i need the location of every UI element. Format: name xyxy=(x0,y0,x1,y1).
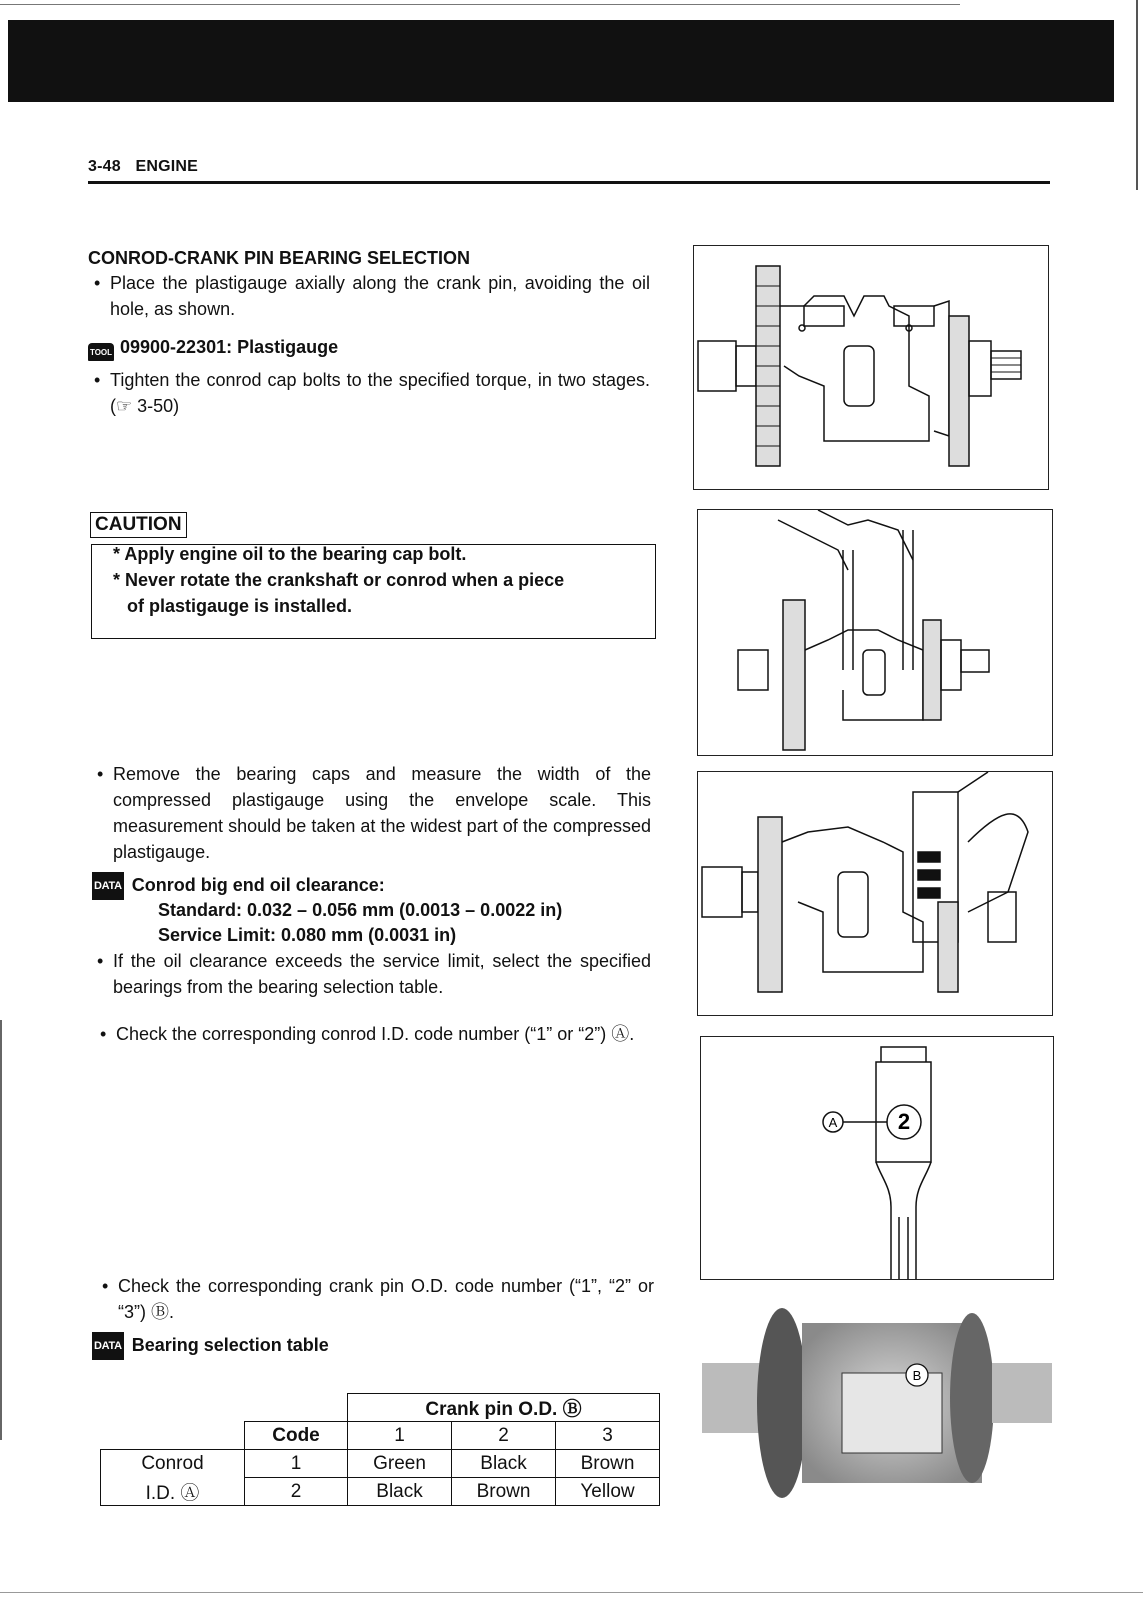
tool-number: 09900-22301: xyxy=(120,337,233,357)
page-edge xyxy=(1136,0,1138,190)
crank-code-3: 3 xyxy=(556,1422,660,1450)
figure-measuring xyxy=(697,771,1053,1016)
data-badge-icon: DATA xyxy=(92,872,124,900)
row-label-id: I.D. Ⓐ xyxy=(101,1478,245,1506)
conrod-code-label: 2 xyxy=(897,1109,911,1134)
figure-tightening-bolts xyxy=(697,509,1053,756)
running-header xyxy=(88,158,198,176)
header-banner xyxy=(8,20,1114,102)
table-row: Conrod 1 Green Black Brown xyxy=(101,1450,660,1478)
figure-crankpin-photo xyxy=(702,1303,1054,1518)
bottom-edge-line xyxy=(0,1592,1143,1593)
conrod-illustration xyxy=(701,1037,1053,1279)
bearing-selection-table xyxy=(100,1393,660,1506)
oil-clearance-limit: Service Limit: 0.080 mm (0.0031 in) xyxy=(158,925,457,945)
tool-icon: TOOL xyxy=(88,343,114,361)
bullet-crankpin-code: • Check the corresponding crank pin O.D. code number (“1”, “2” or “3”) Ⓑ. xyxy=(118,1273,654,1325)
crankpin-photo-illustration xyxy=(702,1303,1054,1518)
bullet-plastigauge: • Place the plastigauge axially along the crank pin, avoiding the oil hole, as shown. xyxy=(110,270,650,322)
bullet-conrod-code: • Check the corresponding conrod I.D. code number (“1” or “2”) Ⓐ. xyxy=(116,1021,656,1047)
bullet-exceeds: • If the oil clearance exceeds the service limit, select the specified bearings from the bearing selection table. xyxy=(113,948,651,1000)
label-a-marker: A xyxy=(828,1115,838,1130)
top-edge-line xyxy=(0,4,960,5)
tool-name: Plastigauge xyxy=(237,337,339,357)
figure-crankshaft-plastigauge xyxy=(693,245,1049,490)
crankshaft-illustration xyxy=(694,246,1048,489)
crank-code-2: 2 xyxy=(452,1422,556,1450)
label-b-marker: B xyxy=(912,1368,922,1383)
tool-line xyxy=(88,334,338,361)
crank-pin-header: Crank pin O.D. Ⓑ xyxy=(348,1394,660,1422)
caution-line-3: of plastigauge is installed. xyxy=(127,596,353,616)
page-number: 3-48 xyxy=(88,158,121,175)
data-badge-icon: DATA xyxy=(92,1332,124,1360)
caution-line-1: * Apply engine oil to the bearing cap bolt. xyxy=(113,544,467,564)
measuring-illustration xyxy=(698,772,1052,1015)
tightening-illustration xyxy=(698,510,1052,755)
caution-label: CAUTION xyxy=(90,512,187,538)
code-header: Code xyxy=(245,1422,348,1450)
bullet-tighten: • Tighten the conrod cap bolts to the specified torque, in two stages. (☞ 3-50) xyxy=(110,367,650,419)
page-edge-left xyxy=(0,1020,2,1440)
crank-code-1: 1 xyxy=(348,1422,452,1450)
section-title: CONROD-CRANK PIN BEARING SELECTION xyxy=(88,248,471,268)
oil-clearance-title: DATA Conrod big end oil clearance: xyxy=(92,872,385,900)
oil-clearance-standard: Standard: 0.032 – 0.056 mm (0.0013 – 0.0022 in) xyxy=(158,900,563,920)
figure-conrod-code xyxy=(700,1036,1054,1280)
table-row: I.D. Ⓐ 2 Black Brown Yellow xyxy=(101,1478,660,1506)
header-rule xyxy=(88,181,1050,184)
bullet-remove: • Remove the bearing caps and measure the width of the compressed plastigauge using the envelope scale. This measurement should be taken at the widest part of the compressed plastigauge. xyxy=(113,761,651,865)
row-label-conrod: Conrod xyxy=(101,1450,245,1478)
table-title: DATA Bearing selection table xyxy=(92,1332,329,1360)
caution-line-2: * Never rotate the crankshaft or conrod when a piece xyxy=(113,570,565,590)
section-name: ENGINE xyxy=(135,158,199,175)
